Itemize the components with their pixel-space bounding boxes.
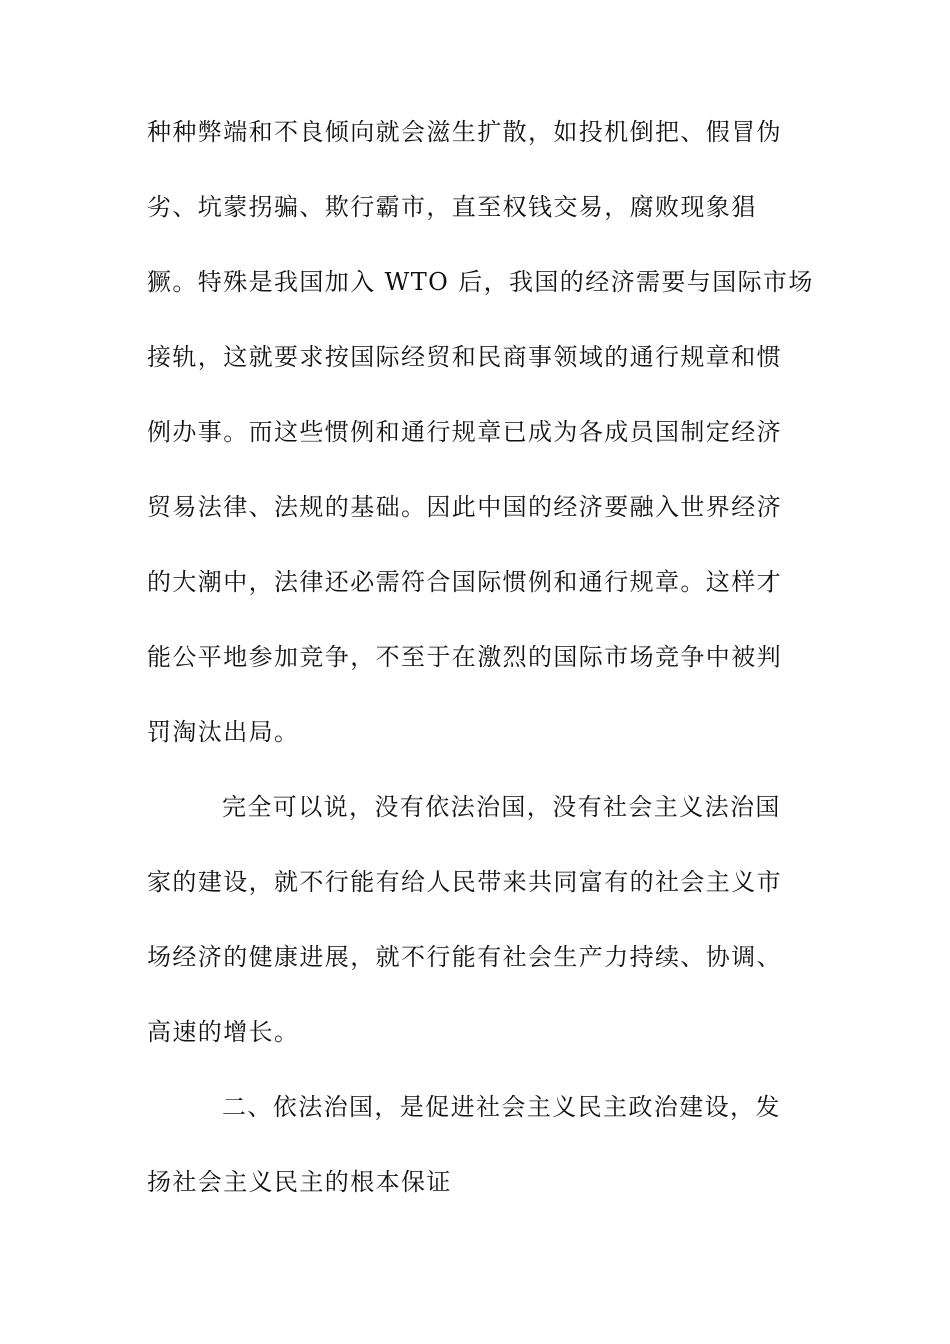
text-line: 场经济的健康进展，就不行能有社会生产力持续、协调、 — [147, 943, 782, 971]
text-line: 能公平地参加竞争，不至于在激烈的国际市场竞争中被判 — [147, 643, 782, 671]
paragraph-start-line: 完全可以说，没有依法治国，没有社会主义法治国 — [222, 793, 781, 821]
text-line: 的大潮中，法律还必需符合国际惯例和通行规章。这样才 — [147, 568, 782, 596]
body-text — [147, 106, 814, 1231]
text-line: 例办事。而这些惯例和通行规章已成为各成员国制定经济 — [147, 418, 782, 446]
text-line: 罚淘汰出局。 — [147, 718, 300, 746]
text-line: 贸易法律、法规的基础。因此中国的经济要融入世界经济 — [147, 493, 782, 521]
text-line: 獗。特殊是我国加入 WTO 后，我国的经济需要与国际市场 — [147, 268, 814, 296]
text-line: 接轨，这就要求按国际经贸和民商事领域的通行规章和惯 — [147, 343, 782, 371]
section-heading-line: 二、依法治国，是促进社会主义民主政治建设，发 — [222, 1093, 781, 1121]
text-line: 种种弊端和不良倾向就会滋生扩散，如投机倒把、假冒伪 — [147, 118, 782, 146]
text-line: 家的建设，就不行能有给人民带来共同富有的社会主义市 — [147, 868, 782, 896]
section-heading-line: 扬社会主义民主的根本保证 — [147, 1168, 452, 1196]
text-line: 高速的增长。 — [147, 1018, 300, 1046]
text-line: 劣、坑蒙拐骗、欺行霸市，直至权钱交易，腐败现象猖 — [147, 193, 757, 221]
